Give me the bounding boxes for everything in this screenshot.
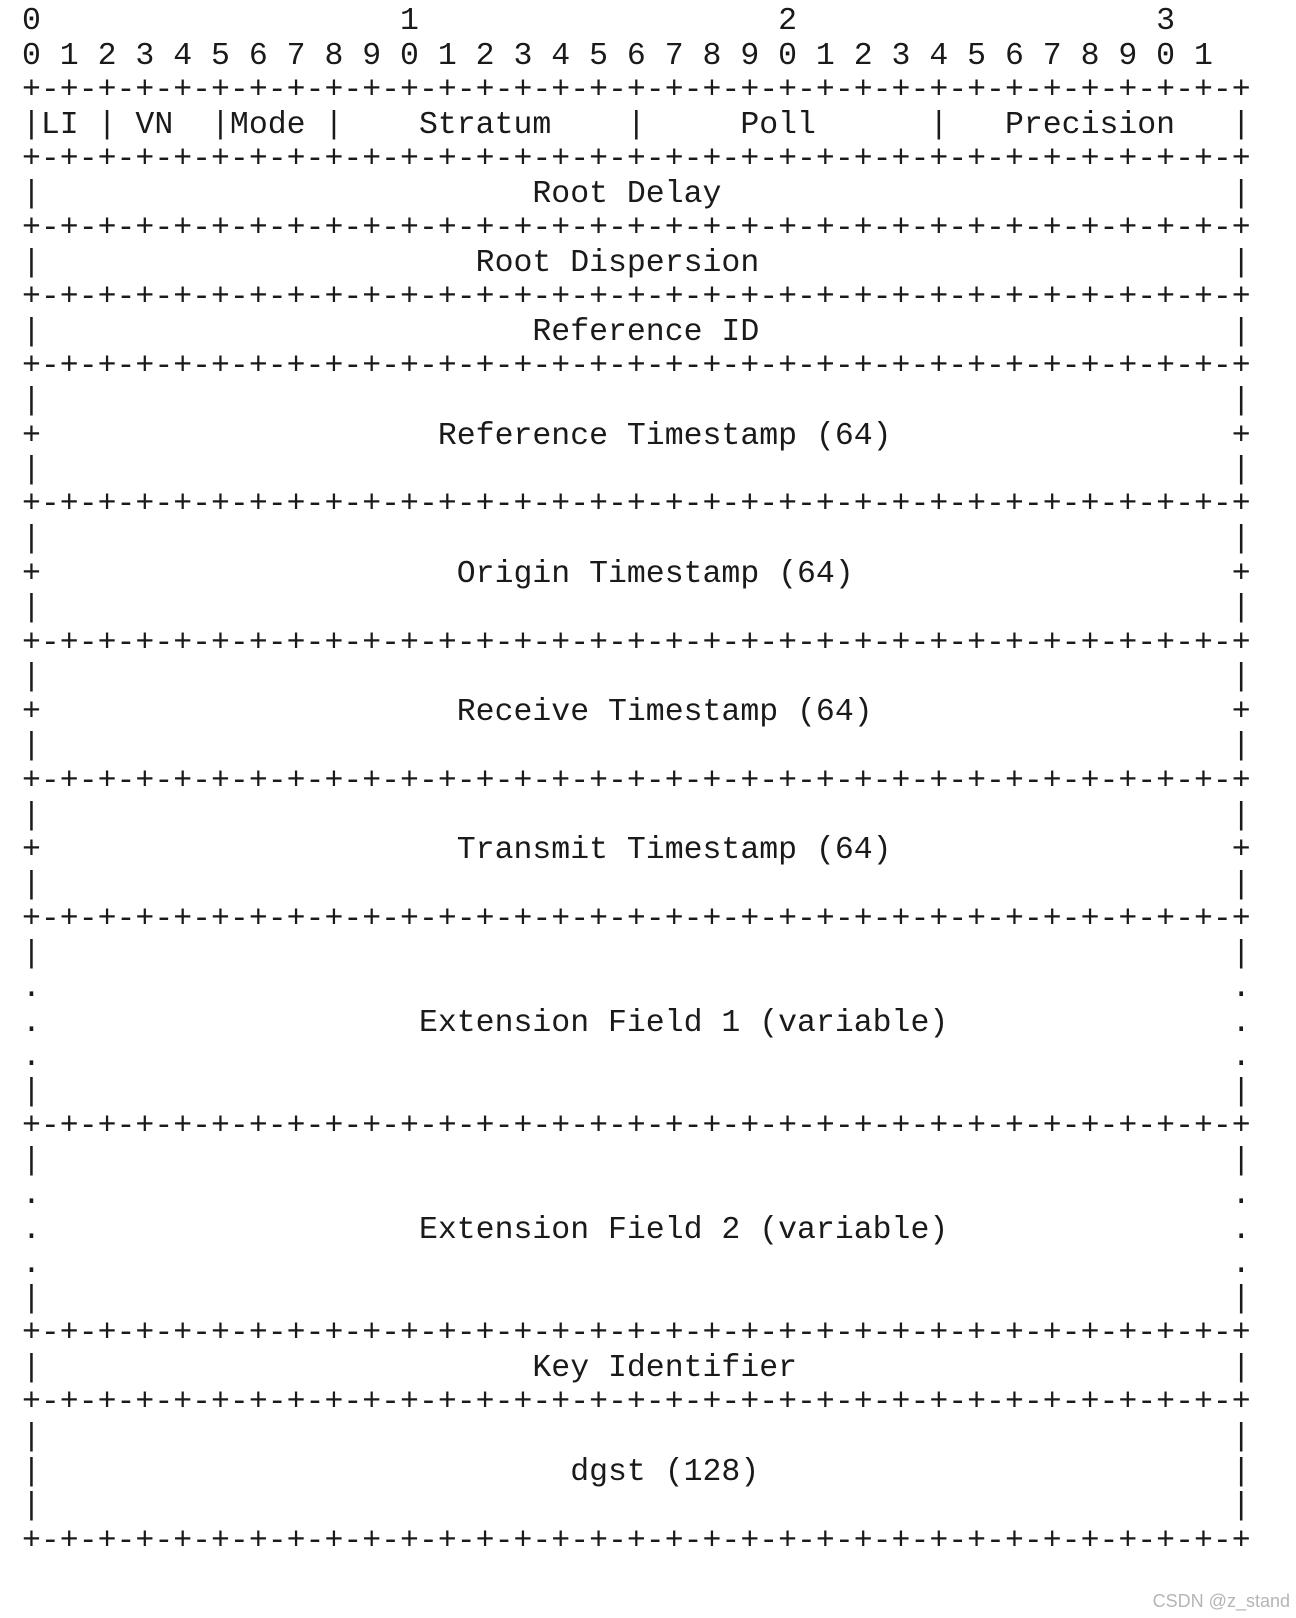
side-bars: | |	[22, 799, 1251, 834]
border-line: +-+-+-+-+-+-+-+-+-+-+-+-+-+-+-+-+-+-+-+-+-+-+-+-+-+-+-+-+-+-+-+-+	[22, 349, 1251, 384]
bit-ruler-tens: 0 1 2 3	[22, 4, 1176, 39]
side-bars: | |	[22, 384, 1251, 419]
dgst-row: | dgst (128) |	[22, 1455, 1251, 1490]
border-line: +-+-+-+-+-+-+-+-+-+-+-+-+-+-+-+-+-+-+-+-+-+-+-+-+-+-+-+-+-+-+-+-+	[22, 1316, 1251, 1351]
root-delay-row: | Root Delay |	[22, 177, 1251, 212]
side-bars: | |	[22, 1075, 1251, 1110]
side-dots: . .	[22, 1178, 1251, 1213]
side-dots: . .	[22, 1040, 1251, 1075]
transmit-timestamp-row: + Transmit Timestamp (64) +	[22, 833, 1251, 868]
border-line: +-+-+-+-+-+-+-+-+-+-+-+-+-+-+-+-+-+-+-+-+-+-+-+-+-+-+-+-+-+-+-+-+	[22, 626, 1251, 661]
origin-timestamp-row: + Origin Timestamp (64) +	[22, 557, 1251, 592]
key-identifier-row: | Key Identifier |	[22, 1351, 1251, 1386]
border-line: +-+-+-+-+-+-+-+-+-+-+-+-+-+-+-+-+-+-+-+-+-+-+-+-+-+-+-+-+-+-+-+-+	[22, 1109, 1251, 1144]
extension-field-1-row: . Extension Field 1 (variable) .	[22, 1006, 1251, 1041]
receive-timestamp-row: + Receive Timestamp (64) +	[22, 695, 1251, 730]
side-dots: . .	[22, 971, 1251, 1006]
side-bars: | |	[22, 660, 1251, 695]
side-bars: | |	[22, 591, 1251, 626]
border-line: +-+-+-+-+-+-+-+-+-+-+-+-+-+-+-+-+-+-+-+-+-+-+-+-+-+-+-+-+-+-+-+-+	[22, 73, 1251, 108]
side-bars: | |	[22, 1282, 1251, 1317]
header-fields-row: |LI | VN |Mode | Stratum | Poll | Precision |	[22, 108, 1251, 143]
border-line: +-+-+-+-+-+-+-+-+-+-+-+-+-+-+-+-+-+-+-+-+-+-+-+-+-+-+-+-+-+-+-+-+	[22, 1524, 1251, 1559]
side-bars: | |	[22, 1420, 1251, 1455]
border-line: +-+-+-+-+-+-+-+-+-+-+-+-+-+-+-+-+-+-+-+-+-+-+-+-+-+-+-+-+-+-+-+-+	[22, 1385, 1251, 1420]
border-line: +-+-+-+-+-+-+-+-+-+-+-+-+-+-+-+-+-+-+-+-+-+-+-+-+-+-+-+-+-+-+-+-+	[22, 142, 1251, 177]
extension-field-2-row: . Extension Field 2 (variable) .	[22, 1213, 1251, 1248]
side-bars: | |	[22, 522, 1251, 557]
reference-id-row: | Reference ID |	[22, 315, 1251, 350]
reference-timestamp-row: + Reference Timestamp (64) +	[22, 419, 1251, 454]
side-bars: | |	[22, 1144, 1251, 1179]
bit-ruler-ones: 0 1 2 3 4 5 6 7 8 9 0 1 2 3 4 5 6 7 8 9 0 1 2 3 4 5 6 7 8 9 0 1	[22, 39, 1213, 74]
side-bars: | |	[22, 868, 1251, 903]
watermark-text: CSDN @z_stand	[1152, 1591, 1290, 1611]
side-bars: | |	[22, 453, 1251, 488]
border-line: +-+-+-+-+-+-+-+-+-+-+-+-+-+-+-+-+-+-+-+-+-+-+-+-+-+-+-+-+-+-+-+-+	[22, 211, 1251, 246]
border-line: +-+-+-+-+-+-+-+-+-+-+-+-+-+-+-+-+-+-+-+-+-+-+-+-+-+-+-+-+-+-+-+-+	[22, 280, 1251, 315]
root-dispersion-row: | Root Dispersion |	[22, 246, 1251, 281]
border-line: +-+-+-+-+-+-+-+-+-+-+-+-+-+-+-+-+-+-+-+-+-+-+-+-+-+-+-+-+-+-+-+-+	[22, 487, 1251, 522]
border-line: +-+-+-+-+-+-+-+-+-+-+-+-+-+-+-+-+-+-+-+-+-+-+-+-+-+-+-+-+-+-+-+-+	[22, 764, 1251, 799]
ntp-packet-format-diagram	[22, 0, 1292, 1618]
border-line: +-+-+-+-+-+-+-+-+-+-+-+-+-+-+-+-+-+-+-+-+-+-+-+-+-+-+-+-+-+-+-+-+	[22, 902, 1251, 937]
side-bars: | |	[22, 729, 1251, 764]
side-bars: | |	[22, 937, 1251, 972]
side-dots: . .	[22, 1247, 1251, 1282]
side-bars: | |	[22, 1489, 1251, 1524]
